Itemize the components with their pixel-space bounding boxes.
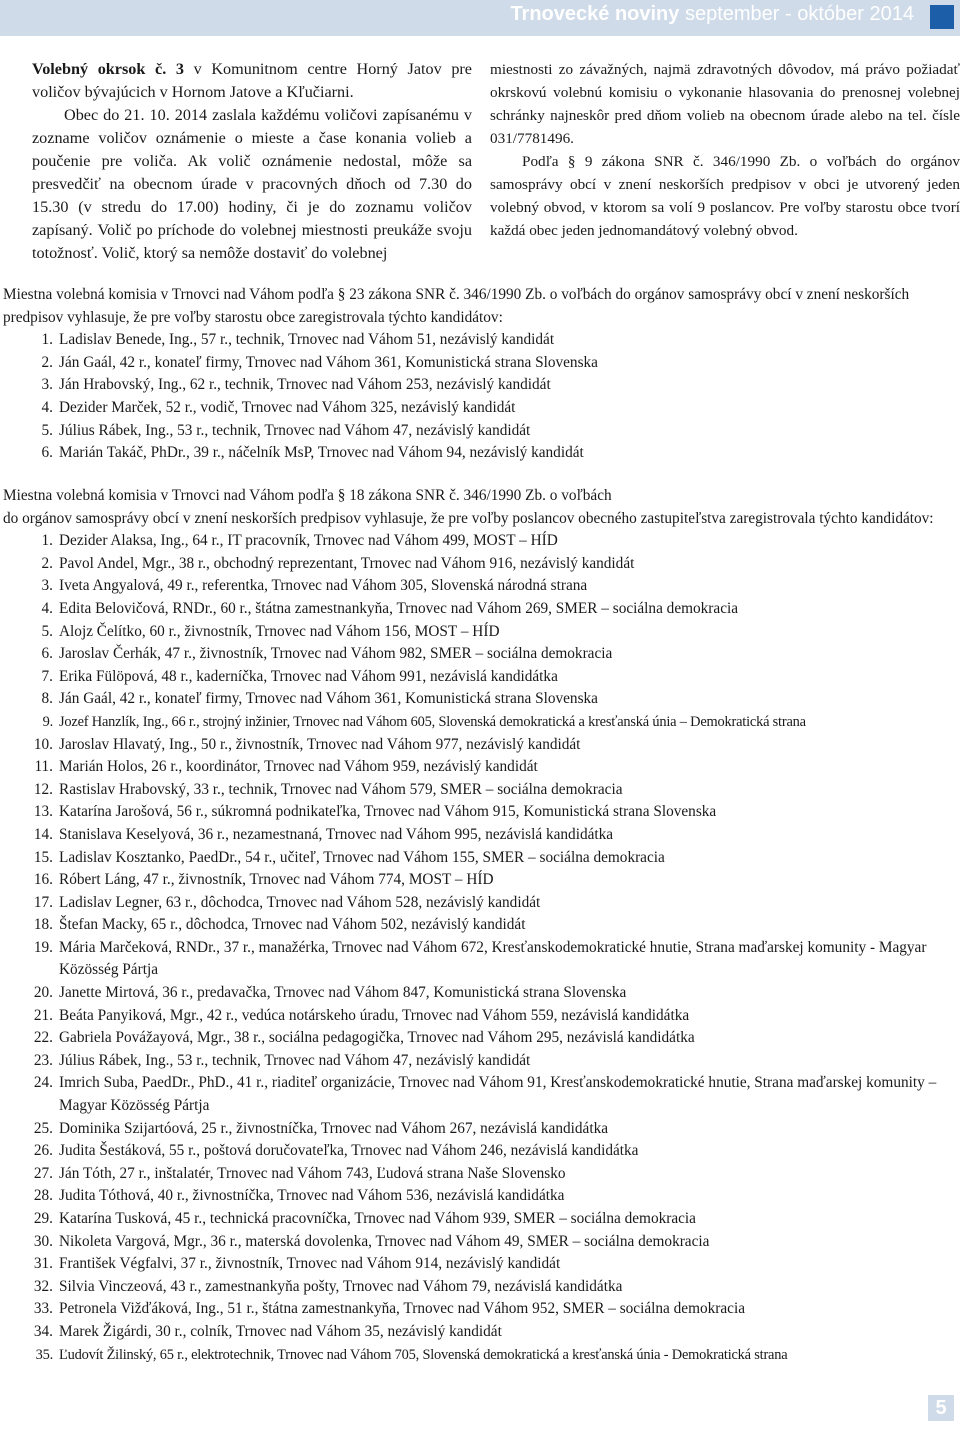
candidate-item (3, 621, 960, 644)
candidate-number: 27. (33, 1164, 53, 1182)
candidate-number: 12. (33, 780, 53, 798)
candidate-text: Mária Marčeková, RNDr., 37 r., manažérka, Trnovec nad Váhom 672, Kresťanskodemokratické hnutie, Strana maďarskej komunity - Magyar Közösség Pártja (59, 938, 927, 979)
candidate-item (3, 352, 960, 375)
mayor-section-intro: Miestna volebná komisia v Trnovci nad Váhom podľa § 23 zákona SNR č. 346/1990 Zb. o voľbách do orgánov samosprávy obcí v znení neskorších predpisov vyhlasuje, že pre voľby starostu obce zaregistrovala týchto kandidátov: (3, 286, 910, 326)
candidate-number: 22. (33, 1029, 53, 1047)
candidate-text: Judita Šestáková, 55 r., poštová doručovateľka, Trnovec nad Váhom 246, nezávislá kandidátka (59, 1142, 639, 1160)
candidate-number: 32. (33, 1277, 53, 1295)
candidate-text: Róbert Láng, 47 r., živnostník, Trnovec nad Váhom 774, MOST – HÍD (59, 871, 494, 889)
candidate-item (3, 756, 960, 779)
page-header (0, 0, 960, 36)
districts-paragraph: Podľa § 9 zákona SNR č. 346/1990 Zb. o voľbách do orgánov samosprávy obcí v znení neskorších predpisov v obci je utvorený jeden volebný obvod, v ktorom sa volí 9 poslancov. Pre voľby starostu obce tvorí každá obec jeden jednomandátový volebný obvod. (490, 153, 960, 239)
candidate-number: 18. (33, 916, 53, 934)
candidate-number: 7. (41, 667, 53, 685)
candidate-number: 5. (41, 622, 53, 640)
candidate-item (3, 420, 960, 443)
mayor-candidates-section (3, 284, 960, 465)
candidate-text: Alojz Čelítko, 60 r., živnostník, Trnovec nad Váhom 156, MOST – HÍD (59, 622, 500, 640)
candidate-item (3, 779, 960, 802)
candidate-number: 25. (33, 1119, 53, 1137)
candidate-item (3, 1231, 960, 1254)
candidate-number: 3. (41, 376, 53, 394)
candidate-item (3, 1298, 960, 1321)
candidate-number: 2. (41, 353, 53, 371)
candidate-text: Ján Gaál, 42 r., konateľ firmy, Trnovec nad Váhom 361, Komunistická strana Slovenska (59, 690, 598, 708)
candidate-text: Jozef Hanzlík, Ing., 66 r., strojný inžinier, Trnovec nad Váhom 605, Slovenská demokratická a kresťanská únia – Demokratická strana (59, 713, 806, 730)
candidate-item (3, 914, 960, 937)
voter-notice-paragraph: Obec do 21. 10. 2014 zaslala každému voličovi zapísanému v zozname voličov oznámenie o mieste a čase konania volieb a poučenie pre voliča. Ak volič oznámenie nedostal, môže sa presvedčiť na obecnom úrade v pracovných dňoch od 7.30 do 15.30 (v stredu do 17.00) hodiny, či je do zoznamu voličov zapísaný. Volič po príchode do volebnej miestnosti preukáže svoju totožnosť. Volič, ktorý sa nemôže dostaviť do volebnej (32, 106, 472, 262)
candidate-text: Nikoleta Vargová, Mgr., 36 r., materská dovolenka, Trnovec nad Váhom 49, SMER – sociálna demokracia (59, 1232, 710, 1250)
candidate-item (3, 688, 960, 711)
council-candidate-list (3, 530, 960, 1366)
candidate-text: Július Rábek, Ing., 53 r., technik, Trnovec nad Váhom 47, nezávislý kandidát (59, 421, 531, 439)
candidate-text: Katarína Tusková, 45 r., technická pracovníčka, Trnovec nad Váhom 939, SMER – sociálna demokracia (59, 1210, 696, 1227)
header-square-icon (930, 5, 954, 29)
candidate-number: 23. (33, 1051, 53, 1069)
candidate-item (3, 982, 960, 1005)
newspaper-title (510, 3, 914, 26)
candidate-item (3, 530, 960, 553)
candidate-text: Július Rábek, Ing., 53 r., technik, Trnovec nad Váhom 47, nezávislý kandidát (59, 1051, 531, 1069)
candidate-item (3, 1321, 960, 1344)
candidate-number: 21. (33, 1006, 53, 1024)
candidate-number: 10. (33, 735, 53, 753)
candidate-text: Ján Tóth, 27 r., inštalatér, Trnovec nad Váhom 743, Ľudová strana Naše Slovensko (59, 1164, 566, 1182)
candidate-item (3, 666, 960, 689)
candidate-text: Marián Holos, 26 r., koordinátor, Trnovec nad Váhom 959, nezávislý kandidát (59, 758, 538, 776)
candidate-item (3, 643, 960, 666)
candidate-number: 35. (35, 1346, 53, 1363)
candidate-number: 6. (41, 645, 53, 663)
intro-right-column (490, 58, 960, 242)
candidate-text: Stanislava Keselyová, 36 r., nezamestnaná, Trnovec nad Váhom 995, nezávislá kandidátka (59, 825, 614, 843)
candidate-number: 17. (33, 893, 53, 911)
council-section-intro: Miestna volebná komisia v Trnovci nad Váhom podľa § 18 zákona SNR č. 346/1990 Zb. o voľbách (3, 487, 612, 504)
candidate-number: 19. (33, 938, 53, 956)
mayor-candidate-list (3, 329, 960, 465)
candidate-item (3, 1208, 960, 1231)
candidate-number: 2. (41, 554, 53, 572)
candidate-text: Marek Žigárdi, 30 r., colník, Trnovec nad Váhom 35, nezávislý kandidát (59, 1322, 502, 1340)
candidate-text: Judita Tóthová, 40 r., živnostníčka, Trnovec nad Váhom 536, nezávislá kandidátka (59, 1187, 565, 1205)
candidate-number: 31. (33, 1255, 53, 1273)
candidate-item (3, 1185, 960, 1208)
newspaper-issue: september - október 2014 (684, 3, 914, 25)
candidate-number: 4. (41, 599, 53, 617)
candidate-item (3, 1140, 960, 1163)
candidate-item (3, 329, 960, 352)
candidate-text: Katarína Jarošová, 56 r., súkromná podnikateľka, Trnovec nad Váhom 915, Komunistická strana Slovenska (59, 803, 717, 821)
candidate-item (3, 824, 960, 847)
candidate-text: Dominika Szijartóová, 25 r., živnostníčka, Trnovec nad Váhom 267, nezávislá kandidátka (59, 1119, 609, 1137)
candidate-item (3, 598, 960, 621)
candidate-item (3, 869, 960, 892)
candidate-text: Ján Gaál, 42 r., konateľ firmy, Trnovec nad Váhom 361, Komunistická strana Slovenska (59, 353, 598, 371)
candidate-number: 24. (33, 1074, 53, 1092)
candidate-number: 28. (33, 1187, 53, 1205)
candidate-number: 14. (33, 825, 53, 843)
candidate-text: Ladislav Legner, 63 r., dôchodca, Trnovec nad Váhom 528, nezávislý kandidát (59, 893, 541, 911)
candidate-item (3, 575, 960, 598)
candidate-text: Erika Fülöpová, 48 r., kaderníčka, Trnovec nad Váhom 991, nezávislá kandidátka (59, 667, 558, 685)
page-number: 5 (928, 1395, 954, 1421)
candidate-item (3, 1118, 960, 1141)
candidate-item (3, 1005, 960, 1028)
candidate-text: Janette Mirtová, 36 r., predavačka, Trnovec nad Váhom 847, Komunistická strana Slovenska (59, 984, 627, 1002)
candidate-number: 33. (33, 1300, 53, 1318)
candidate-number: 20. (33, 984, 53, 1002)
candidate-text: František Végfalvi, 37 r., živnostník, Trnovec nad Váhom 914, nezávislý kandidát (59, 1255, 561, 1273)
candidate-text: Ľudovít Žilinský, 65 r., elektrotechnik, Trnovec nad Váhom 705, Slovenská demokratická a kresťanská únia - Demokratická strana (59, 1346, 788, 1363)
candidate-number: 11. (34, 758, 53, 776)
candidate-item (3, 553, 960, 576)
candidate-text: Ján Hrabovský, Ing., 62 r., technik, Trnovec nad Váhom 253, nezávislý kandidát (59, 376, 551, 394)
candidate-number: 16. (33, 871, 53, 889)
candidate-text: Marián Takáč, PhDr., 39 r., náčelník MsP, Trnovec nad Váhom 94, nezávislý kandidát (59, 444, 584, 462)
council-section-intro-2: do orgánov samosprávy obcí v znení neskorších predpisov vyhlasuje, že pre voľby poslancov obecného zastupiteľstva zaregistrovala týchto kandidátov: (3, 509, 934, 527)
candidate-item (3, 1027, 960, 1050)
candidate-number: 29. (33, 1210, 53, 1227)
council-candidates-section (3, 485, 960, 1366)
candidate-item (3, 892, 960, 915)
candidate-text: Edita Belovičová, RNDr., 60 r., štátna zamestnankyňa, Trnovec nad Váhom 269, SMER – sociálna demokracia (59, 599, 739, 617)
candidate-item (3, 1344, 960, 1367)
candidate-item (3, 442, 960, 465)
candidate-number: 6. (41, 444, 53, 462)
candidate-text: Dezider Alaksa, Ing., 64 r., IT pracovník, Trnovec nad Váhom 499, MOST – HÍD (59, 532, 558, 550)
candidate-number: 5. (41, 421, 53, 439)
candidate-text: Rastislav Hrabovský, 33 r., technik, Trnovec nad Váhom 579, SMER – sociálna demokracia (59, 780, 623, 798)
candidate-number: 15. (33, 848, 53, 866)
candidate-item (3, 937, 960, 982)
candidate-text: Gabriela Povážayová, Mgr., 38 r., sociálna pedagogička, Trnovec nad Váhom 295, nezávislá kandidátka (59, 1029, 695, 1047)
district-heading: Volebný okrsok č. 3 (32, 60, 184, 78)
candidate-number: 3. (41, 577, 53, 595)
district-text: v Komunitnom centre Horný Jatov pre voličov bývajúcich v Hornom Jatove a Kľučiarni. (32, 60, 472, 101)
candidate-number: 26. (33, 1142, 53, 1160)
candidate-text: Silvia Vinczeová, 43 r., zamestnankyňa pošty, Trnovec nad Váhom 79, nezávislá kandidátka (59, 1277, 623, 1295)
candidate-text: Imrich Suba, PaedDr., PhD., 41 r., riaditeľ organizácie, Trnovec nad Váhom 91, Kresťanskodemokratické hnutie, Strana maďarskej komunity – Magyar Közösség Pártja (59, 1074, 937, 1115)
candidate-text: Pavol Andel, Mgr., 38 r., obchodný reprezentant, Trnovec nad Váhom 916, nezávislý kandidát (59, 554, 635, 572)
intro-left-column (32, 58, 472, 265)
candidate-number: 13. (33, 803, 53, 821)
candidate-item (3, 1253, 960, 1276)
candidate-item (3, 374, 960, 397)
candidate-item (3, 1072, 960, 1117)
candidate-number: 4. (41, 398, 53, 416)
candidate-text: Iveta Angyalová, 49 r., referentka, Trnovec nad Váhom 305, Slovenská národná strana (59, 577, 588, 595)
candidate-item (3, 734, 960, 757)
candidate-number: 34. (33, 1322, 53, 1340)
candidate-text: Dezider Marček, 52 r., vodič, Trnovec nad Váhom 325, nezávislý kandidát (59, 398, 516, 416)
candidate-text: Petronela Vižďáková, Ing., 51 r., štátna zamestnankyňa, Trnovec nad Váhom 952, SMER – sociálna demokracia (59, 1300, 745, 1318)
candidate-number: 1. (41, 331, 53, 349)
candidate-text: Ladislav Kosztanko, PaedDr., 54 r., učiteľ, Trnovec nad Váhom 155, SMER – sociálna demokracia (59, 848, 665, 866)
candidate-item (3, 1050, 960, 1073)
candidate-text: Jaroslav Čerhák, 47 r., živnostník, Trnovec nad Váhom 982, SMER – sociálna demokracia (59, 645, 613, 663)
candidate-item (3, 711, 960, 734)
portable-box-paragraph: miestnosti zo závažných, najmä zdravotných dôvodov, má právo požiadať okrskovú volebnú komisiu o vykonanie hlasovania do prenosnej volebnej schránky najneskôr pred dňom volieb na obecnom úrade alebo na tel. čísle 031/7781496. (490, 61, 960, 147)
candidate-text: Jaroslav Hlavatý, Ing., 50 r., živnostník, Trnovec nad Váhom 977, nezávislý kandidát (59, 735, 581, 753)
candidate-item (3, 397, 960, 420)
candidate-item (3, 801, 960, 824)
candidate-text: Štefan Macky, 65 r., dôchodca, Trnovec nad Váhom 502, nezávislý kandidát (59, 916, 526, 934)
newspaper-brand: Trnovecké noviny (510, 3, 680, 25)
candidate-item (3, 1276, 960, 1299)
candidate-number: 8. (41, 690, 53, 708)
candidate-item (3, 847, 960, 870)
candidate-number: 1. (41, 532, 53, 550)
candidate-number: 9. (42, 713, 53, 730)
candidate-text: Ladislav Benede, Ing., 57 r., technik, Trnovec nad Váhom 51, nezávislý kandidát (59, 331, 555, 349)
candidate-text: Beáta Panyiková, Mgr., 42 r., vedúca notárskeho úradu, Trnovec nad Váhom 559, nezávislá kandidátka (59, 1006, 690, 1024)
candidate-item (3, 1163, 960, 1186)
polling-district-3 (32, 58, 472, 104)
candidate-number: 30. (33, 1232, 53, 1250)
